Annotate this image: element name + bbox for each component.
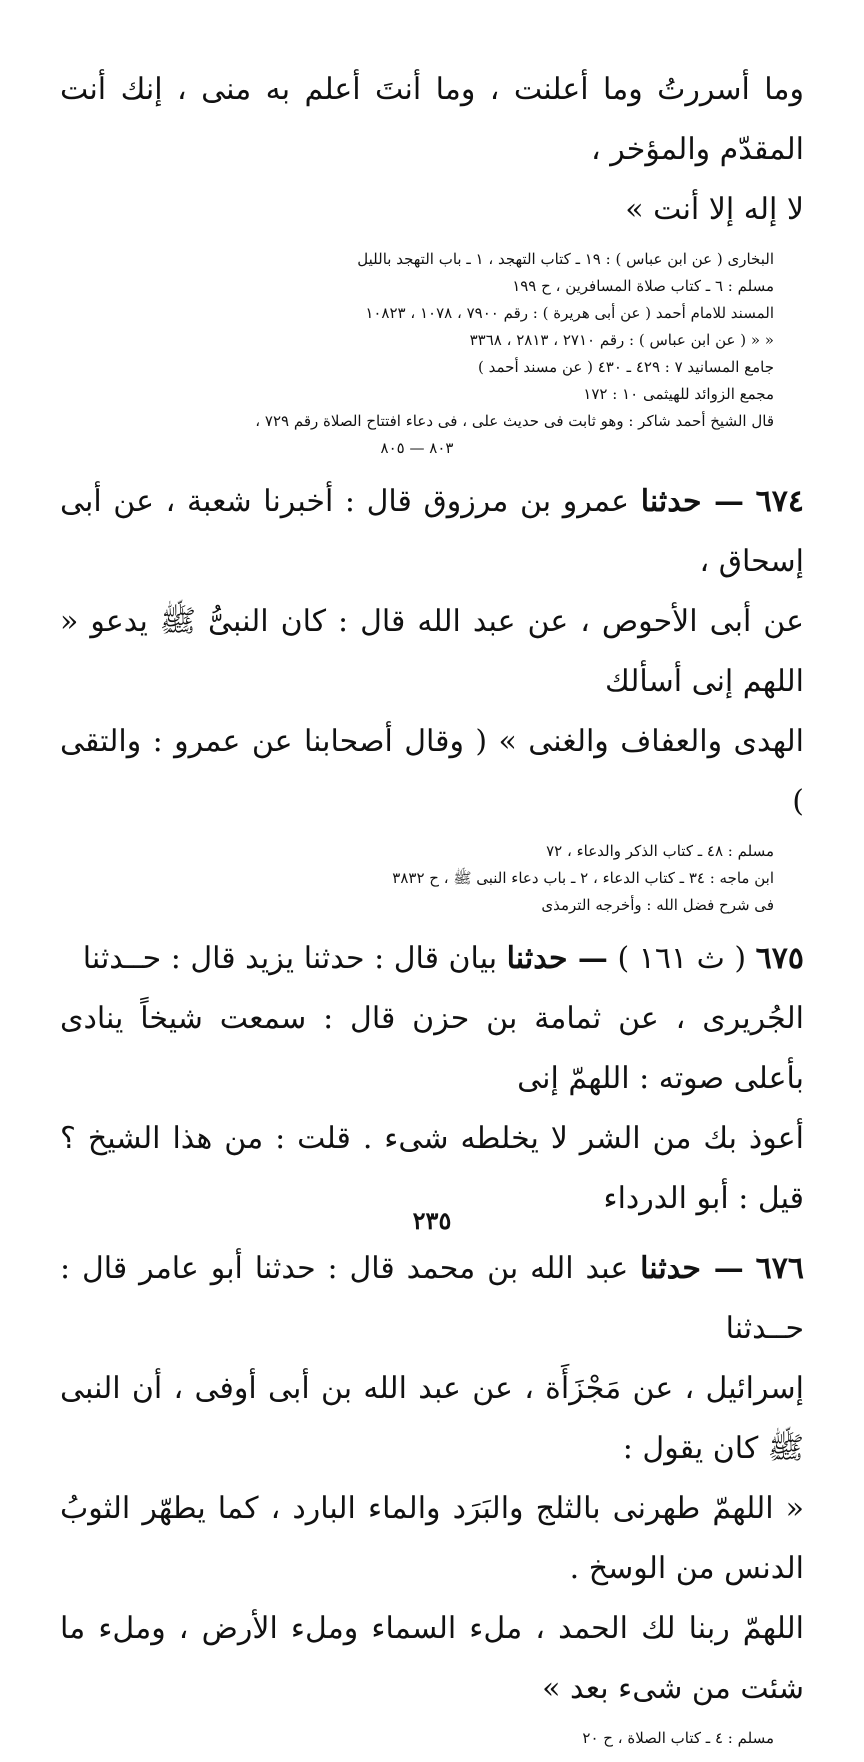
reference-line: فى شرح فضل الله : وأخرجه الترمذى bbox=[541, 896, 774, 914]
hadith-number: ٦٧٥ bbox=[755, 941, 804, 976]
hadith-line: عمرو بن مرزوق قال : أخبرنا شعبة ، عن أبى إسحاق ، bbox=[60, 484, 804, 579]
reference-line: المسند للامام أحمد ( عن أبى هريرة ) : رقم ٧٩٠٠ ، ١٠٧٨ ، ١٠٨٢٣ bbox=[365, 304, 774, 322]
hadith-number: ٦٧٤ bbox=[755, 484, 805, 519]
hadith-line: « اللهمّ طهرنى بالثلج والبَرَد والماء البارد ، كما يطهّر الثوبُ الدنس من الوسخ . bbox=[60, 1491, 804, 1586]
reference-line: مسلم : ٦ ـ كتاب صلاة المسافرين ، ح ١٩٩ bbox=[512, 277, 774, 295]
hadith-676 bbox=[60, 1239, 804, 1752]
hadith-674 bbox=[60, 472, 804, 919]
reference-line: قال الشيخ أحمد شاكر : وهو ثابت فى حديث على ، فى دعاء افتتاح الصلاة رقم ٧٢٩ ، bbox=[255, 412, 774, 430]
reference-line: البخارى ( عن ابن عباس ) : ١٩ ـ كتاب التهجد ، ١ ـ باب التهجد بالليل bbox=[357, 250, 774, 268]
hadith-text bbox=[60, 1239, 804, 1719]
intro-line-2: لا إله إلا أنت » bbox=[625, 192, 804, 227]
hadith-676-references bbox=[60, 1725, 804, 1752]
hadith-675 bbox=[60, 929, 804, 1229]
reference-line: « « ( عن ابن عباس ) : رقم ٢٧١٠ ، ٢٨١٣ ، ٣٣٦٨ bbox=[469, 331, 774, 349]
intro-references bbox=[60, 246, 804, 462]
hadith-line: إسرائيل ، عن مَجْزَأَة ، عن عبد الله بن أبى أوفى ، أن النبى ﷺ كان يقول : bbox=[60, 1371, 804, 1466]
hadith-line: الجُريرى ، عن ثمامة بن حزن قال : سمعت شيخاً ينادى بأعلى صوته : اللهمّ إنى bbox=[60, 1001, 804, 1096]
book-page bbox=[60, 60, 804, 1762]
reference-line: ابن ماجه : ٣٤ ـ كتاب الدعاء ، ٢ ـ باب دعاء النبى ﷺ ، ح ٣٨٣٢ bbox=[392, 869, 774, 887]
hadith-line: اللهمّ ربنا لك الحمد ، ملء السماء وملء الأرض ، وملء ما شئت من شىء بعد » bbox=[60, 1611, 804, 1706]
reference-line: ٨٠٣ — ٨٠٥ bbox=[380, 439, 454, 457]
hadith-line: أعوذ بك من الشر لا يخلطه شىء . قلت : من هذا الشيخ ؟ قيل : أبو الدرداء bbox=[60, 1121, 804, 1216]
hadith-number: ٦٧٦ bbox=[755, 1251, 804, 1286]
hadith-header: — حدثنا bbox=[640, 1251, 744, 1286]
hadith-line: عن أبى الأحوص ، عن عبد الله قال : كان النبىُّ ﷺ يدعو « اللهم إنى أسألك bbox=[60, 604, 804, 699]
reference-line: مسلم : ٤ ـ كتاب الصلاة ، ح ٢٠ bbox=[582, 1729, 774, 1747]
hadith-line: الهدى والعفاف والغنى » ( وقال أصحابنا عن عمرو : والتقى ) bbox=[60, 724, 804, 819]
hadith-line: عبد الله بن محمد قال : حدثنا أبو عامر قال : حــدثنا bbox=[60, 1251, 804, 1346]
page-number: ٢٣٥ bbox=[412, 1206, 452, 1235]
hadith-header: — حدثنا bbox=[506, 941, 608, 976]
hadith-cross-reference: ( ث ١٦١ ) bbox=[617, 941, 747, 976]
intro-section bbox=[60, 60, 804, 462]
hadith-header: — حدثنا bbox=[640, 484, 745, 519]
hadith-text bbox=[60, 929, 804, 1229]
reference-line: جامع المسانيد ٧ : ٤٢٩ ـ ٤٣٠ ( عن مسند أحمد ) bbox=[478, 358, 774, 376]
hadith-674-references bbox=[60, 838, 804, 919]
intro-line-1: وما أسررتُ وما أعلنت ، وما أنتَ أعلم به منى ، إنك أنت المقدّم والمؤخر ، bbox=[60, 72, 804, 167]
intro-text bbox=[60, 60, 804, 240]
hadith-text bbox=[60, 472, 804, 832]
hadith-line: بيان قال : حدثنا يزيد قال : حــدثنا bbox=[82, 941, 498, 976]
reference-line: مجمع الزوائد للهيثمى ١٠ : ١٧٢ bbox=[583, 385, 774, 403]
reference-line: مسلم : ٤٨ ـ كتاب الذكر والدعاء ، ٧٢ bbox=[546, 842, 774, 860]
